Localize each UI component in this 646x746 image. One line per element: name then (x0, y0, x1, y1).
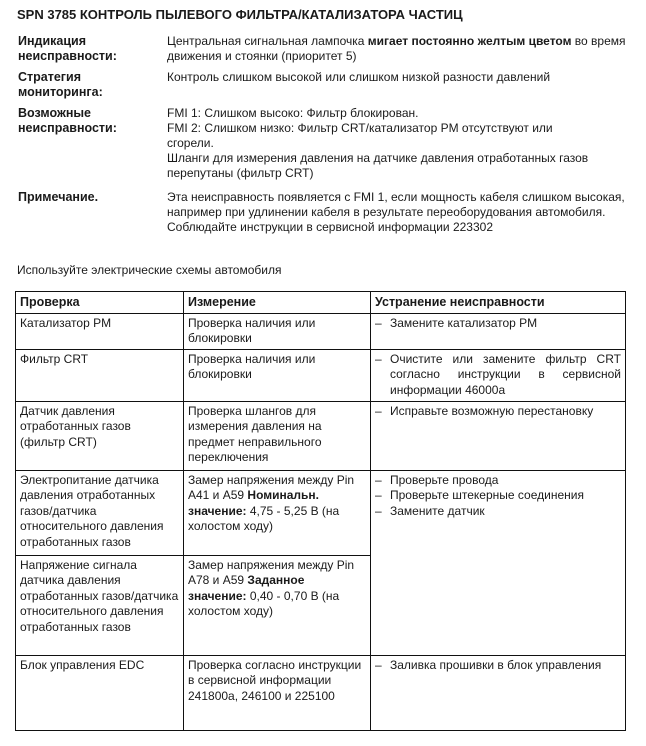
remark-label: Примечание. (18, 190, 99, 204)
dash-mark: – (375, 315, 382, 330)
header-measurement: Измерение (184, 292, 371, 314)
table-header-row (16, 292, 626, 314)
header-check: Проверка (16, 292, 184, 314)
indication-text-after: во время движения и стоянки (приоритет 5) (167, 34, 626, 63)
cell-measurement: Проверка наличия или блокировки (184, 349, 371, 401)
cell-fix (371, 349, 626, 401)
fault-line: FMI 2: Слишком низко: Фильтр CRT/катализатор PM отсутствуют или сгорели. (167, 121, 553, 150)
fault-line: Шланги для измерения давления на датчике давления отработанных газов перепутаны (фильтр CRT) (167, 151, 589, 180)
remark-value (167, 190, 629, 235)
cell-measurement: Проверка наличия или блокировки (184, 313, 371, 349)
table-row (16, 470, 626, 555)
table-row (16, 349, 626, 401)
cell-measurement (184, 470, 371, 555)
measurement-text: Замер напряжения между Pin A78 и A59 (188, 557, 355, 587)
checks-table (15, 291, 626, 731)
cell-check: Фильтр CRT (16, 349, 184, 401)
cell-measurement (184, 555, 371, 655)
fix-item (375, 404, 621, 420)
dash-mark: – (375, 657, 382, 672)
cell-check: Напряжение сигнала датчика давления отработанных газов/датчика относительного давления отработанных газов (16, 555, 184, 655)
cell-measurement: Проверка согласно инструкции в сервисной информации 241800a, 246100 и 225100 (184, 655, 371, 730)
indication-text-before: Центральная сигнальная лампочка (167, 34, 368, 48)
page-title: SPN 3785 КОНТРОЛЬ ПЫЛЕВОГО ФИЛЬТРА/КАТАЛИЗАТОРА ЧАСТИЦ (17, 7, 463, 22)
faults-label: Возможные неисправности: (18, 106, 117, 135)
fix-text: Проверьте штекерные соединения (390, 488, 584, 502)
indication-label: Индикация неисправности: (18, 34, 117, 63)
fix-item (375, 352, 621, 399)
cell-check: Датчик давления отработанных газов (фильтр CRT) (16, 401, 184, 470)
nominal-value: 4,75 - 5,25 В (на холостом ходу) (188, 503, 340, 533)
fix-text: Заливка прошивки в блок управления (390, 657, 602, 672)
fix-text: Замените датчик (390, 503, 485, 518)
target-value-label: Заданное значение: (188, 573, 305, 603)
target-value: 0,40 - 0,70 В (на холостом ходу) (188, 588, 340, 618)
fix-text: Проверьте провода (390, 472, 499, 487)
cell-check: Блок управления EDC (16, 655, 184, 730)
fix-item (375, 504, 621, 520)
header-fix: Устранение неисправности (371, 292, 626, 314)
table-row (16, 655, 626, 730)
faults-value (167, 106, 629, 181)
indication-value (167, 34, 629, 64)
cell-fix (371, 313, 626, 349)
fault-line: FMI 1: Слишком высоко: Фильтр блокирован. (167, 106, 419, 120)
cell-check: Катализатор PM (16, 313, 184, 349)
dash-mark: – (375, 351, 382, 366)
fix-item (375, 473, 621, 489)
fix-text: Очистите или замените фильтр CRT согласно инструкции в сервисной информации 46000a (390, 351, 621, 397)
dash-mark: – (375, 472, 382, 487)
strategy-label: Стратегия мониторинга: (18, 70, 103, 99)
dash-mark: – (375, 403, 382, 418)
indication-text-bold: мигает постоянно желтым цветом (367, 34, 572, 48)
fix-item (375, 658, 621, 674)
fix-text: Исправьте возможную перестановку (390, 403, 594, 418)
dash-mark: – (375, 488, 382, 502)
strategy-value: Контроль слишком высокой или слишком низкой разности давлений (167, 70, 551, 84)
cell-fix (371, 470, 626, 655)
fix-item (375, 488, 621, 504)
cell-measurement: Проверка шлангов для измерения давления на предмет неправильного переключения (184, 401, 371, 470)
measurement-text: Замер напряжения между Pin A41 и A59 (188, 472, 355, 502)
schematics-note: Используйте электрические схемы автомобиля (17, 263, 282, 277)
remark-line: Эта неисправность появляется с FMI 1, если мощность кабеля слишком высокая, например при удлинении кабеля в результате переоборудования автомобиля. (167, 190, 625, 219)
cell-fix (371, 655, 626, 730)
dash-mark: – (375, 503, 382, 518)
fix-text: Замените катализатор PM (390, 315, 538, 330)
table-row (16, 401, 626, 470)
remark-line: Соблюдайте инструкции в сервисной информации 223302 (167, 220, 493, 234)
cell-check: Электропитание датчика давления отработанных газов/датчика относительного давления отработанных газов (16, 470, 184, 555)
nominal-value-label: Номинальн. значение: (188, 488, 320, 518)
table-row (16, 313, 626, 349)
fix-item (375, 316, 621, 332)
cell-fix (371, 401, 626, 470)
